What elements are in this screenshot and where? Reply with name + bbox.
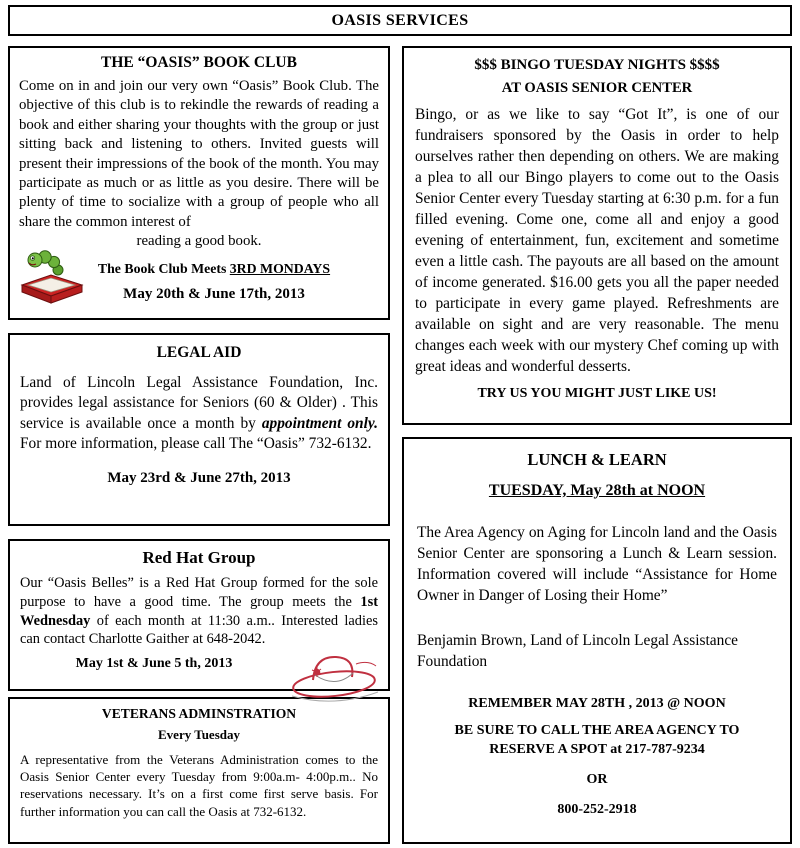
book-club-body: Come on in and join our very own “Oasis” Book Club. The objective of this club is to rekindle the rewards of reading a book and either sharing your thoughts with the group or just sitting back and listening to others. Invited guests will present their impressions of the book of the month. You may participate as much or as little as you desire. There will be plenty of time to socialize with a group of people who all share the common interest of	[19, 78, 379, 230]
red-hat-meeting-day-emphasis: 1st Wednesday	[20, 593, 378, 629]
lunch-learn-phone: 800-252-2918	[557, 802, 637, 817]
legal-aid-appointment-emphasis: appointment only.	[261, 414, 378, 432]
legal-aid-dates: May 23rd & June 27th, 2013	[107, 469, 291, 486]
legal-aid-section	[8, 333, 390, 526]
red-hat-group-section	[8, 539, 390, 691]
bingo-body: Bingo, or as we like to say “Got It”, is one of our fundraisers sponsored by the Oasis in order to help ourselves rather then depending on others. We are making a plea to all our Bingo players to come out to the Oasis Senior Center every Tuesday starting at 6:30 p.m. for a fun filled evening. Come one, come all and enjoy a good evening of entertainment, fun, excitement and sometime even a little cash. The payouts are all based on the amount of income generated. $16.00 gets you all the paper needed to participate in every game played. Refreshments are available on sight and are very reasonable. The menu changes each week with our mystery Chef coming up with great ideas and wonderful desserts.	[415, 106, 779, 375]
veterans-section	[8, 697, 390, 844]
red-hat-title: Red Hat Group	[142, 548, 256, 567]
book-club-meets-day: 3RD MONDAYS	[229, 260, 331, 276]
book-club-dates: May 20th & June 17th, 2013	[123, 285, 305, 302]
lunch-learn-date-text: TUESDAY, May 28th at NOON	[488, 482, 706, 499]
bingo-title: $$$ BINGO TUESDAY NIGHTS $$$$	[474, 57, 720, 73]
veterans-body: A representative from the Veterans Administration comes to the Oasis Senior Center every Tuesday from 9:00a.m- 4:00p.m.. No reservations necessary. It’s on a first come first serve basis. For further information you can call the Oasis at 732-6132.	[20, 752, 378, 819]
red-hat-body	[20, 574, 378, 649]
lunch-and-learn-section	[402, 437, 792, 844]
red-hat-body-part1: Our “Oasis Belles” is a Red Hat Group formed for the sole purpose to have a good time. The group meets the	[20, 575, 378, 610]
red-hat-dates: May 1st & June 5 th, 2013	[75, 656, 233, 672]
lunch-learn-date-subtitle	[417, 482, 777, 500]
bingo-footer-slogan: TRY US YOU MIGHT JUST LIKE US!	[477, 386, 717, 401]
book-club-meets-prefix: The Book Club Meets	[97, 260, 230, 276]
page-title: OASIS SERVICES	[331, 11, 469, 29]
bookworm-book-icon	[20, 247, 84, 312]
legal-aid-body-part1: Land of Lincoln Legal Assistance Foundation, Inc. provides legal assistance for Seniors (60 & Older) . This service is available once a month by	[20, 374, 378, 432]
lunch-learn-remember-line: REMEMBER MAY 28TH , 2013 @ NOON	[468, 696, 726, 711]
lunch-learn-or: OR	[586, 772, 608, 787]
veterans-title: VETERANS ADMINSTRATION	[101, 706, 297, 721]
bingo-subtitle: AT OASIS SENIOR CENTER	[501, 80, 693, 96]
legal-aid-body-part2: For more information, please call The “Oasis” 732-6132.	[20, 435, 372, 453]
red-hat-body-part2: of each month at 11:30 a.m.. Interested ladies can contact Charlotte Gaither at 648-2042.	[20, 612, 378, 648]
book-club-title: THE “OASIS” BOOK CLUB	[101, 54, 297, 71]
bingo-section	[402, 46, 792, 425]
lunch-learn-title: LUNCH & LEARN	[527, 450, 667, 469]
book-club-body-last-line: reading a good book.	[136, 233, 262, 250]
lunch-learn-speaker: Benjamin Brown, Land of Lincoln Legal Assistance Foundation	[417, 632, 738, 670]
legal-aid-title: LEGAL AID	[156, 344, 242, 361]
lunch-learn-call-line2: RESERVE A SPOT at 217-787-9234	[489, 742, 705, 757]
book-club-section	[8, 46, 390, 320]
veterans-subtitle: Every Tuesday	[158, 727, 240, 742]
lunch-learn-call-instruction	[417, 721, 777, 759]
lunch-learn-call-line1: BE SURE TO CALL THE AREA AGENCY TO	[454, 723, 740, 738]
red-hat-sketch-icon	[286, 644, 382, 711]
legal-aid-body	[20, 373, 378, 455]
header-box	[8, 5, 792, 36]
lunch-learn-body: The Area Agency on Aging for Lincoln land and the Oasis Senior Center are sponsoring a Lunch & Learn session. Information covered will include “Assistance for Home Owner in Danger of Losing their Home”	[417, 524, 777, 604]
